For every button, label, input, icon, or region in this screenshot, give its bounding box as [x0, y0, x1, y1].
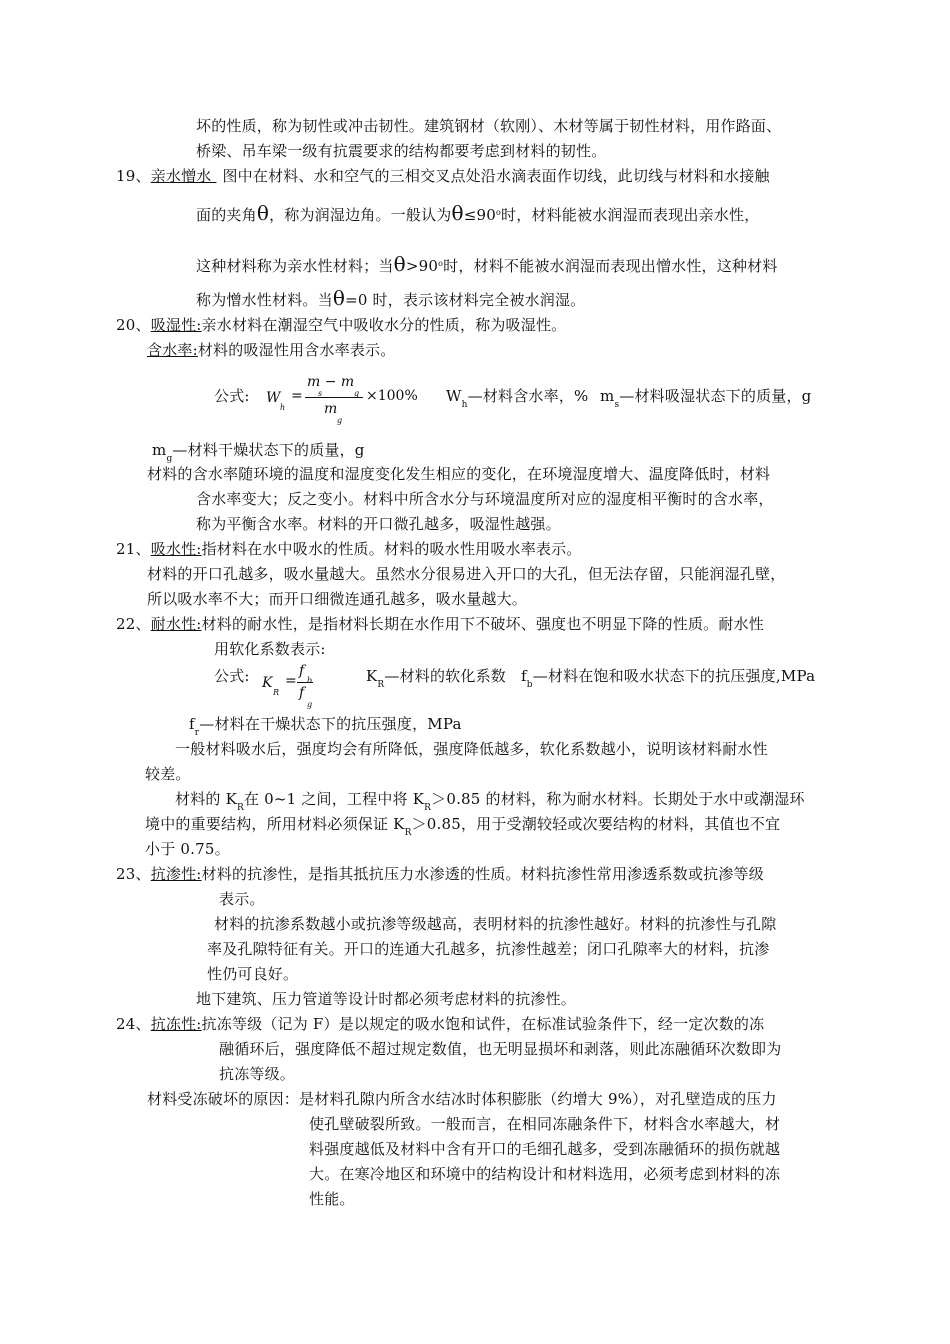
- text-line: 材料的开口孔越多，吸水量越大。虽然水分很易进入开口的大孔，但无法存留，只能润湿孔壁，: [147, 565, 786, 583]
- theta-symbol: θ: [451, 201, 464, 225]
- text-line: [147, 340, 395, 360]
- text-line: [600, 386, 811, 409]
- formula-symbol: W: [266, 390, 281, 406]
- text-span: W: [446, 387, 462, 405]
- text-span: 时，材料不能被水润湿而表现出憎水性，这种材料: [443, 257, 778, 275]
- formula-subscript: b: [307, 676, 313, 685]
- text-line: 表示。: [219, 890, 265, 908]
- fraction-bar: [305, 397, 363, 398]
- section-text: 亲水材料在潮湿空气中吸收水分的性质，称为吸湿性。: [201, 316, 567, 334]
- text-span: 在 0~1 之间，工程中将 K: [243, 790, 425, 808]
- text-line: 料强度越低及材料中含有开口的毛细孔越多，受到冻融循环的损伤就越: [309, 1140, 781, 1158]
- text-span: 材料的 K: [175, 790, 237, 808]
- text-line: [189, 714, 462, 737]
- section-term: 抗渗性:: [150, 865, 202, 883]
- formula-numerator: m − m: [307, 374, 355, 390]
- section-term: 耐水性:: [150, 615, 202, 633]
- section-22-line: [116, 614, 764, 634]
- formula-label: 公式:: [214, 387, 250, 405]
- section-term: 含水率:: [147, 341, 198, 359]
- text-span: ＞0.85 的材料，称为耐水材料。长期处于水中或潮湿环: [431, 790, 805, 808]
- text-line: [196, 203, 759, 225]
- theta-symbol: θ: [256, 201, 270, 225]
- text-line: 一般材料吸水后，强度均会有所降低，强度降低越多，软化系数越小，说明该材料耐水性: [175, 740, 768, 758]
- section-21-line: [116, 539, 582, 559]
- text-line: 含水率变大；反之变小。材料中所含水分与环境温度所对应的湿度相平衡时的含水率，: [196, 490, 774, 508]
- text-span: m: [600, 387, 615, 405]
- text-line: 地下建筑、压力管道等设计时都必须考虑材料的抗渗性。: [196, 990, 577, 1008]
- formula-symbol: =: [285, 673, 297, 689]
- text-line: 性能。: [309, 1190, 355, 1208]
- theta-symbol: θ: [332, 286, 346, 310]
- section-20-line: [116, 315, 566, 335]
- section-number: 20、: [116, 316, 151, 334]
- section-text: 图中在材料、水和空气的三相交叉点处沿水滴表面作切线，此切线与材料和水接触: [222, 167, 770, 185]
- section-number: 23、: [116, 865, 151, 883]
- subscript: R: [377, 680, 385, 690]
- subscript: R: [236, 803, 244, 813]
- text-span: —材料在饱和吸水状态下的抗压强度,MPa: [532, 667, 816, 685]
- section-term: 吸水性:: [150, 540, 202, 558]
- text-line: 较差。: [145, 765, 191, 783]
- text-line: 性仍可良好。: [207, 965, 299, 983]
- formula-subscript: R: [273, 688, 280, 697]
- text-line: 桥梁、吊车梁一级有抗震要求的结构都要考虑到材料的韧性。: [196, 142, 607, 160]
- section-number: 21、: [116, 540, 151, 558]
- text-line: 融循环后，强度降低不超过规定数值，也无明显损坏和剥落，则此冻融循环次数即为: [219, 1040, 782, 1058]
- text-line: [196, 288, 585, 310]
- formula-denominator: f: [299, 685, 305, 701]
- theta-symbol: θ: [393, 252, 406, 276]
- text-line: [521, 666, 815, 689]
- text-line: 材料的抗渗系数越小或抗渗等级越高，表明材料的抗渗性越好。材料的抗渗性与孔隙: [214, 915, 777, 933]
- section-23-line: [116, 864, 764, 884]
- section-number: 22、: [116, 615, 151, 633]
- text-span: f: [189, 715, 195, 733]
- text-span: K: [366, 667, 378, 685]
- degree-symbol: o: [438, 259, 444, 268]
- text-line: [366, 666, 506, 689]
- formula-denominator: m: [324, 401, 338, 417]
- text-span: f: [521, 667, 527, 685]
- section-text: 材料的耐水性，是指材料长期在水作用下不破坏、强度也不明显下降的性质。耐水性: [201, 615, 764, 633]
- text-span: 时，材料能被水润湿而表现出亲水性，: [501, 206, 760, 224]
- section-19-line: [116, 166, 770, 186]
- formula-subscript: g: [354, 389, 360, 398]
- text-line: 使孔壁破裂所致。一般而言，在相同冻融条件下，材料含水率越大，材: [309, 1115, 781, 1133]
- text-span: >90: [405, 257, 439, 275]
- formula-numerator: f: [299, 663, 305, 679]
- section-text: 抗冻等级（记为 F）是以规定的吸水饱和试件，在标准试验条件下，经一定次数的冻: [201, 1015, 765, 1033]
- text-line: [196, 254, 778, 276]
- text-line: 率及孔隙特征有关。开口的连通大孔越多，抗渗性越差；闭口孔隙率大的材料，抗渗: [207, 940, 770, 958]
- section-text: 指材料在水中吸水的性质。材料的吸水性用吸水率表示。: [201, 540, 582, 558]
- text-span: —材料在干燥状态下的抗压强度，MPa: [199, 715, 462, 733]
- text-line: 坏的性质，称为韧性或冲击韧性。建筑钢材（软刚）、木材等属于韧性材料，用作路面、: [196, 117, 782, 135]
- text-span: 境中的重要结构，所用材料必须保证 K: [145, 815, 405, 833]
- formula-subscript: g: [337, 416, 343, 425]
- formula-symbol: ×100%: [366, 388, 418, 404]
- section-term: 吸湿性:: [150, 316, 202, 334]
- text-line: 材料受冻破坏的原因：是材料孔隙内所含水结冰时体积膨胀（约增大 9%），对孔壁造成的压力: [147, 1090, 777, 1108]
- text-span: m: [152, 441, 167, 459]
- text-span: —材料的软化系数: [384, 667, 506, 685]
- text-span: =0 时，表示该材料完全被水润湿。: [345, 291, 586, 309]
- formula-label: 公式:: [214, 667, 250, 685]
- section-text: 材料的抗渗性，是指其抵抗压力水渗透的性质。材料抗渗性常用渗透系数或抗渗等级: [201, 865, 764, 883]
- text-line: 称为平衡含水率。材料的开口微孔越多，吸湿性越强。: [196, 515, 561, 533]
- text-line: 大。在寒冷地区和环境中的结构设计和材料选用，必须考虑到材料的冻: [309, 1165, 781, 1183]
- subscript: b: [526, 680, 533, 690]
- text-line: [145, 814, 780, 837]
- formula-symbol: K: [262, 675, 273, 691]
- text-span: ≤90: [463, 206, 496, 224]
- formula-subscript: h: [280, 403, 286, 412]
- text-line: [446, 386, 588, 409]
- section-text: 材料的吸湿性用含水率表示。: [197, 341, 396, 359]
- section-term: 抗冻性:: [150, 1015, 202, 1033]
- subscript: h: [461, 400, 468, 410]
- section-number: 24、: [116, 1015, 151, 1033]
- text-line: 小于 0.75。: [145, 840, 230, 858]
- formula-subscript: g: [307, 700, 313, 709]
- text-span: 面的夹角: [196, 206, 257, 224]
- text-line: [175, 789, 805, 812]
- subscript: R: [424, 803, 432, 813]
- text-span: ＞0.85，用于受潮较轻或次要结构的材料，其值也不宜: [411, 815, 781, 833]
- text-span: ，称为润湿边角。一般认为: [269, 206, 452, 224]
- text-span: —材料含水率，%: [467, 387, 589, 405]
- text-span: —材料干燥状态下的质量，g: [172, 441, 365, 459]
- subscript: s: [614, 400, 620, 410]
- text-span: —材料吸湿状态下的质量，g: [619, 387, 812, 405]
- text-line: [152, 440, 365, 463]
- degree-symbol: o: [495, 208, 502, 217]
- text-span: 这种材料称为亲水性材料；当: [196, 257, 394, 275]
- text-line: 所以吸水率不大；而开口细微连通孔越多，吸水量越大。: [147, 590, 528, 608]
- fraction-bar: [297, 682, 313, 683]
- section-24-line: [116, 1014, 764, 1034]
- subscript: r: [194, 728, 200, 738]
- section-term: 亲水憎水: [150, 167, 217, 185]
- text-line: 用软化系数表示:: [214, 640, 326, 658]
- text-line: 抗冻等级。: [219, 1065, 296, 1083]
- formula-symbol: =: [291, 388, 303, 404]
- formula-subscript: s: [318, 389, 323, 398]
- text-line: 材料的含水率随环境的温度和湿度变化发生相应的变化，在环境湿度增大、温度降低时，材料: [147, 465, 771, 483]
- text-span: 称为憎水性材料。当: [196, 291, 333, 309]
- subscript: g: [166, 454, 173, 464]
- subscript: R: [404, 828, 412, 838]
- section-number: 19、: [116, 167, 151, 185]
